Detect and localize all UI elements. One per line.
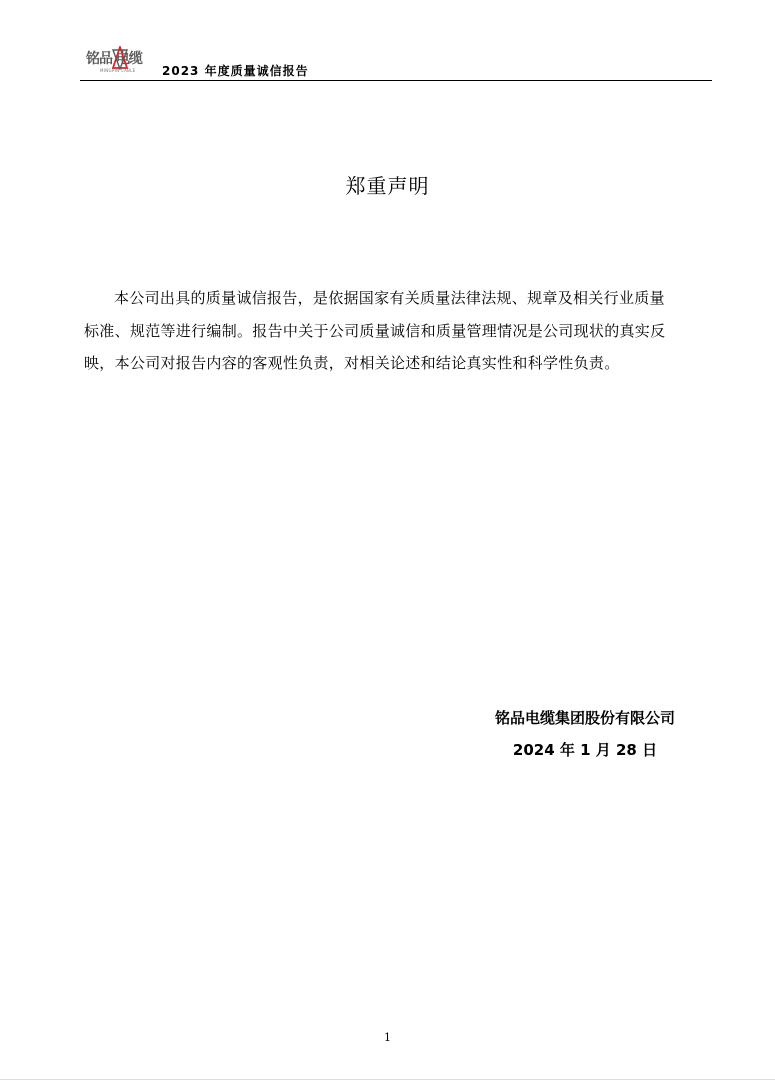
company-name: 铭品电缆集团股份有限公司 <box>494 709 675 727</box>
statement-paragraph: 本公司出具的质量诚信报告，是依据国家有关质量法律法规、规章及相关行业质量标准、规范等进行编制。报告中关于公司质量诚信和质量管理情况是公司现状的真实反映，本公司对报告内容的客观性负责，对相关论述和结论真实性和科学性负责。 <box>84 289 666 372</box>
document-title: 郑重声明 <box>345 174 430 198</box>
logo-text: 铭品 电缆 <box>86 51 142 67</box>
signature-date: 2024 年 1 月 28 日 <box>512 741 658 759</box>
logo-subtext: MINGPIN CABLE <box>100 68 136 73</box>
signature-block <box>495 702 675 766</box>
page-number: 1 <box>384 1031 391 1044</box>
page-header <box>80 44 712 81</box>
header-title: 2023 年度质量诚信报告 <box>162 64 309 78</box>
logo-star-icon <box>112 46 128 70</box>
page-edge-divider <box>0 1079 775 1080</box>
company-logo <box>86 44 160 78</box>
